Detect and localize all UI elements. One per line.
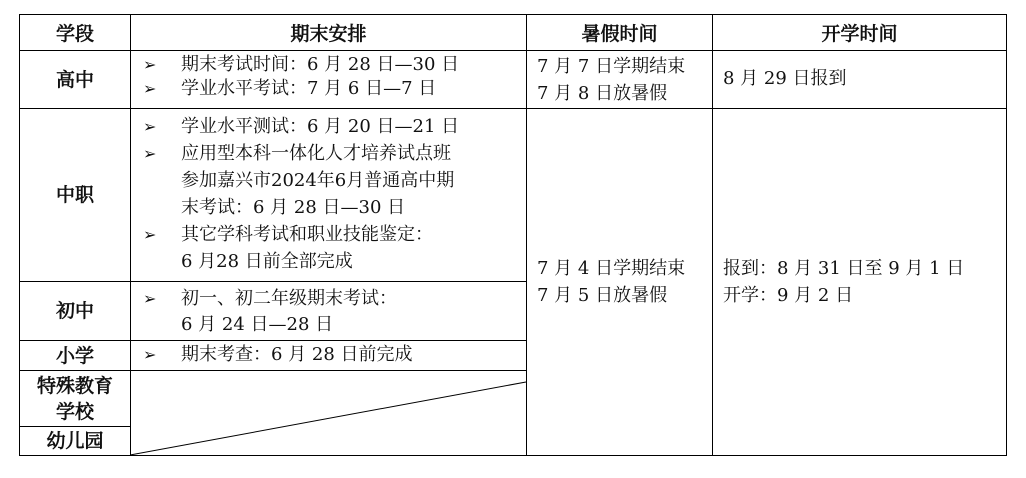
header-stage: 学段 bbox=[55, 23, 94, 45]
list-item-continuation: 参加嘉兴市2024年6月普通高中期 bbox=[181, 170, 455, 191]
arrow-bullet-icon: ➢ bbox=[143, 289, 157, 308]
stage-high-school: 高中 bbox=[55, 68, 94, 91]
arrow-bullet-icon: ➢ bbox=[143, 225, 157, 244]
list-item: ➢ 学业水平测试：6 月 20 日—21 日 bbox=[143, 113, 522, 140]
stage-kindergarten: 幼儿园 bbox=[46, 430, 104, 452]
list-item: ➢ 其它学科考试和职业技能鉴定： bbox=[143, 221, 522, 248]
list-item: ➢ 期末考查：6 月 28 日前完成 bbox=[143, 344, 413, 365]
stage-vocational: 中职 bbox=[55, 184, 94, 206]
vacation-merged: 7 月 4 日学期结束 7 月 5 日放暑假 bbox=[537, 258, 686, 306]
list-item: ➢ 初一、初二年级期末考试： bbox=[143, 286, 522, 312]
stage-junior-high: 初中 bbox=[55, 300, 94, 322]
plan-junior-high bbox=[131, 282, 526, 340]
stage-special-education: 特殊教育 学校 bbox=[36, 374, 113, 423]
list-item-continuation: 6 月28 日前全部完成 bbox=[181, 251, 353, 272]
arrow-bullet-icon: ➢ bbox=[143, 345, 157, 364]
list-item-continuation: 6 月 24 日—28 日 bbox=[181, 314, 334, 335]
header-vacation: 暑假时间 bbox=[581, 23, 658, 45]
plan-high-school bbox=[131, 51, 526, 108]
stage-primary: 小学 bbox=[55, 344, 94, 367]
arrow-bullet-icon: ➢ bbox=[143, 144, 157, 163]
plan-primary bbox=[131, 341, 526, 370]
header-school-start: 开学时间 bbox=[821, 23, 898, 45]
header-final-arrangement: 期末安排 bbox=[290, 23, 367, 45]
list-item: ➢ 学业水平考试：7 月 6 日—7 日 bbox=[143, 78, 437, 99]
schedule-table bbox=[19, 14, 1007, 456]
arrow-bullet-icon: ➢ bbox=[143, 79, 157, 98]
plan-vocational bbox=[131, 109, 526, 281]
arrow-bullet-icon: ➢ bbox=[143, 55, 157, 74]
table-border-right bbox=[1006, 14, 1007, 456]
list-item: ➢ 期末考试时间：6 月 28 日—30 日 bbox=[143, 54, 460, 75]
school-start-high-school: 8 月 29 日报到 bbox=[723, 68, 847, 89]
vacation-high-school: 7 月 7 日学期结束 7 月 8 日放暑假 bbox=[537, 56, 686, 104]
school-start-merged: 报到：8 月 31 日至 9 月 1 日 开学：9 月 2 日 bbox=[723, 258, 965, 306]
diagonal-slash bbox=[130, 370, 527, 456]
arrow-bullet-icon: ➢ bbox=[143, 117, 157, 136]
list-item: ➢ 应用型本科一体化人才培养试点班 bbox=[143, 140, 522, 167]
list-item-continuation: 末考试：6 月 28 日—30 日 bbox=[181, 197, 406, 218]
